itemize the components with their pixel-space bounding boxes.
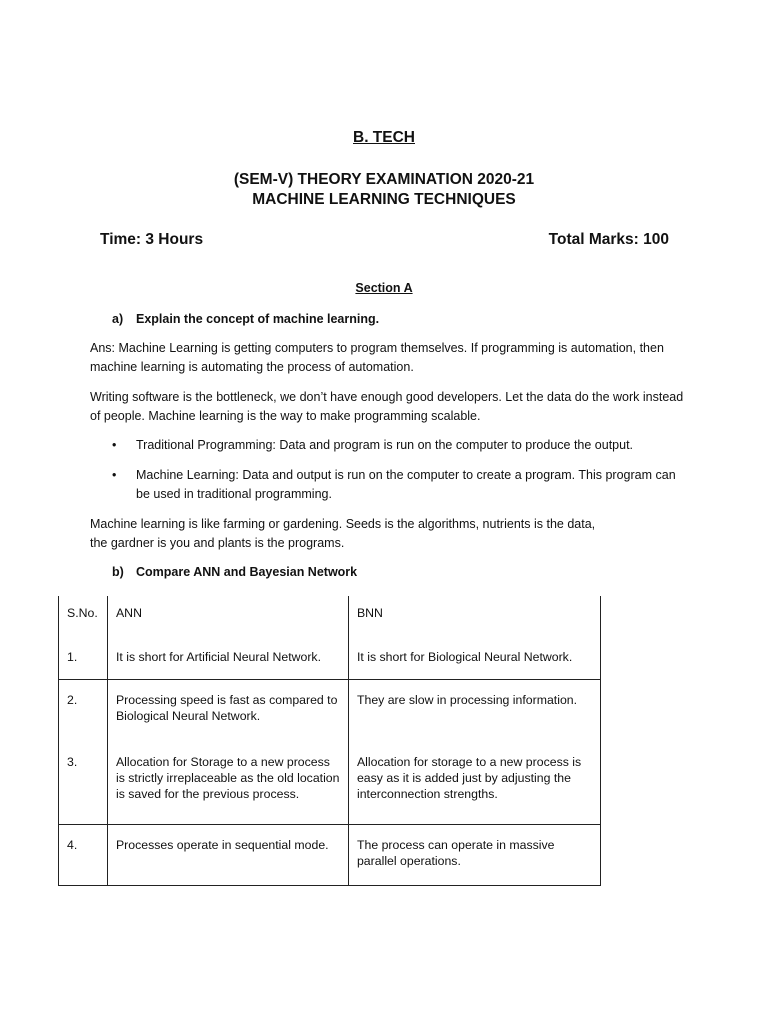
- table-cell: 2.: [59, 680, 108, 747]
- table-cell: It is short for Biological Neural Network.: [348, 641, 600, 680]
- total-marks: Total Marks: 100: [548, 231, 669, 248]
- header-bnn: BNN: [348, 596, 600, 641]
- answer-paragraph-2: Writing software is the bottleneck, we don’t have enough good developers. Let the data do the work instead of people. Machine learning is the way to make programming scalable.: [90, 390, 684, 423]
- question-a-label: a): [112, 312, 124, 326]
- table-row: [59, 641, 601, 680]
- question-b-text: Compare ANN and Bayesian Network: [136, 565, 358, 579]
- table-cell: 4.: [59, 825, 108, 886]
- bullet-item: [112, 436, 682, 456]
- table-row: [59, 680, 601, 747]
- bullet-text: Machine Learning: Data and output is run on the computer to create a program. This program can be used in traditional programming.: [136, 468, 676, 501]
- section-heading: Section A: [355, 281, 413, 295]
- bullet-icon: •: [112, 438, 117, 452]
- answer-paragraph-1: Ans: Machine Learning is getting computers to program themselves. If programming is automation, then machine learning is automating the process of automation.: [90, 341, 664, 374]
- comparison-table: [58, 596, 601, 886]
- bullet-item: [112, 466, 682, 506]
- question-a: [112, 311, 379, 327]
- table-header-row: [59, 596, 601, 641]
- table-cell: Processing speed is fast as compared to Biological Neural Network.: [107, 680, 348, 747]
- exam-title: (SEM-V) THEORY EXAMINATION 2020-21: [233, 171, 535, 188]
- closing-line-1: Machine learning is like farming or gardening. Seeds is the algorithms, nutrients is the data,: [90, 517, 596, 531]
- exam-time: Time: 3 Hours: [100, 231, 204, 248]
- question-b-label: b): [112, 565, 124, 579]
- subject-title: MACHINE LEARNING TECHNIQUES: [252, 191, 516, 208]
- question-a-text: Explain the concept of machine learning.: [136, 312, 380, 326]
- question-b: [112, 564, 357, 580]
- table-cell: Allocation for storage to a new process is easy as it is added just by adjusting the interconnection strengths.: [348, 746, 600, 825]
- bullet-text: Traditional Programming: Data and program is run on the computer to produce the output.: [136, 438, 634, 452]
- bullet-icon: •: [112, 468, 117, 482]
- table-cell: Allocation for Storage to a new process is strictly irreplaceable as the old location is saved for the previous process.: [107, 746, 348, 825]
- table-cell: 1.: [59, 641, 108, 680]
- header-sno: S.No.: [59, 596, 108, 641]
- table-cell: They are slow in processing information.: [348, 680, 600, 747]
- table-row: [59, 746, 601, 825]
- table-cell: 3.: [59, 746, 108, 825]
- table-cell: It is short for Artificial Neural Network.: [107, 641, 348, 680]
- header-ann: ANN: [107, 596, 348, 641]
- table-cell: Processes operate in sequential mode.: [107, 825, 348, 886]
- degree-title: B. TECH: [353, 129, 415, 146]
- table-row: [59, 825, 601, 886]
- table-cell: The process can operate in massive parallel operations.: [348, 825, 600, 886]
- closing-line-2: the gardner is you and plants is the programs.: [90, 536, 345, 550]
